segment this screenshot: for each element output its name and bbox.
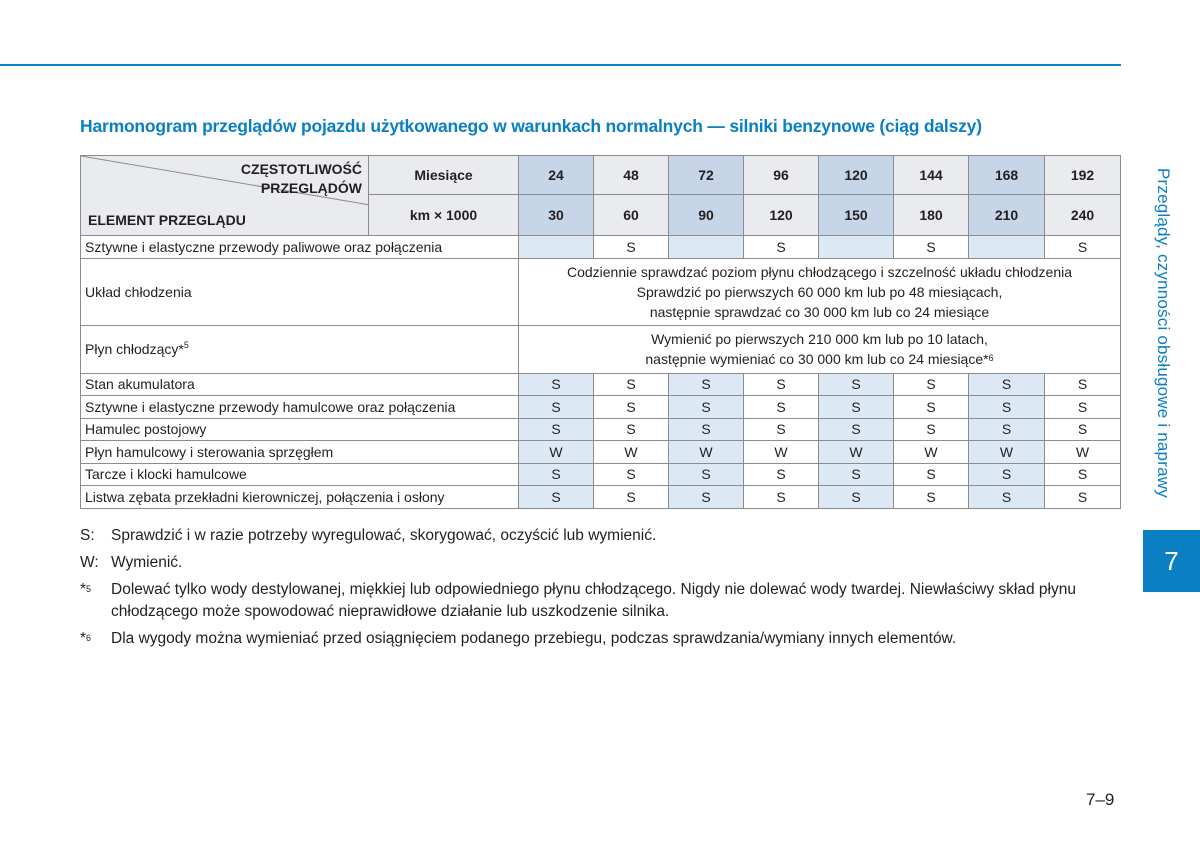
footnote-ref: 5 [183, 340, 189, 350]
element-label: Stan akumulatora [81, 373, 519, 396]
interval-cell: S [669, 463, 744, 486]
note-marker [80, 579, 111, 623]
month-header: 72 [669, 156, 744, 195]
corner-header [81, 156, 369, 236]
element-label: Układ chłodzenia [81, 258, 519, 325]
month-header: 96 [744, 156, 819, 195]
interval-cell: S [669, 373, 744, 396]
footnote-number: 6 [86, 633, 92, 643]
note-item [80, 579, 1122, 623]
month-header: 48 [594, 156, 669, 195]
chapter-tab: 7 [1143, 530, 1200, 592]
interval-cell: S [744, 418, 819, 441]
interval-cell: S [594, 486, 669, 509]
interval-cell: S [819, 396, 894, 419]
element-label [81, 325, 519, 373]
interval-cell: S [969, 373, 1045, 396]
element-label: Hamulec postojowy [81, 418, 519, 441]
merged-instruction-cell [519, 325, 1121, 373]
km-header: 120 [744, 195, 819, 236]
interval-cell: S [744, 463, 819, 486]
note-marker-text: * [80, 630, 87, 647]
interval-cell: W [594, 441, 669, 464]
interval-cell: W [669, 441, 744, 464]
interval-cell [519, 236, 594, 259]
note-marker: S: [80, 527, 95, 544]
interval-cell: S [819, 418, 894, 441]
interval-cell: S [969, 486, 1045, 509]
km-header: 90 [669, 195, 744, 236]
interval-cell: S [744, 373, 819, 396]
corner-label-line2: PRZEGLĄDÓW [260, 180, 362, 196]
km-header: 240 [1045, 195, 1121, 236]
element-label-text: Płyn chłodzący* [85, 341, 184, 357]
section-title: Harmonogram przeglądów pojazdu użytkowanego w warunkach normalnych — silniki benzynowe (ciąg dalszy) [80, 116, 982, 136]
km-header: 210 [969, 195, 1045, 236]
interval-cell: W [744, 441, 819, 464]
table-row [81, 396, 1121, 419]
table-row [81, 373, 1121, 396]
interval-cell: S [819, 486, 894, 509]
interval-cell: W [969, 441, 1045, 464]
interval-cell: S [669, 486, 744, 509]
table-row [81, 325, 1121, 373]
element-label: Sztywne i elastyczne przewody hamulcowe oraz połączenia [81, 396, 519, 419]
interval-cell: S [894, 418, 969, 441]
interval-cell: S [594, 463, 669, 486]
km-header: 150 [819, 195, 894, 236]
note-item [80, 552, 1122, 574]
table-row [81, 236, 1121, 259]
corner-frequency-label [241, 160, 362, 198]
km-header: 180 [894, 195, 969, 236]
interval-cell: S [519, 486, 594, 509]
instruction-line: Sprawdzić po pierwszych 60 000 km lub po 48 miesiącach, [636, 283, 1003, 300]
km-header: 60 [594, 195, 669, 236]
km-label: km × 1000 [369, 195, 519, 236]
merged-instruction-cell [519, 258, 1121, 325]
table-row [81, 258, 1121, 325]
header-row-months [81, 156, 1121, 195]
interval-cell: W [894, 441, 969, 464]
chapter-side-label: Przeglądy, czynności obsługowe i naprawy [1154, 168, 1173, 498]
note-marker: W: [80, 554, 99, 571]
interval-cell: S [1045, 236, 1121, 259]
interval-cell: S [894, 373, 969, 396]
interval-cell: S [594, 396, 669, 419]
interval-cell: S [969, 418, 1045, 441]
note-marker [80, 628, 111, 650]
interval-cell: S [744, 486, 819, 509]
note-item [80, 628, 1122, 650]
interval-cell: S [894, 463, 969, 486]
interval-cell: S [894, 486, 969, 509]
interval-cell: S [1045, 418, 1121, 441]
interval-cell: S [594, 373, 669, 396]
interval-cell: S [669, 396, 744, 419]
month-header: 192 [1045, 156, 1121, 195]
interval-cell [669, 236, 744, 259]
interval-cell: S [519, 463, 594, 486]
page-number: 7–9 [1086, 790, 1115, 809]
interval-cell: S [819, 373, 894, 396]
corner-label-line1: CZĘSTOTLIWOŚĆ [240, 161, 362, 177]
interval-cell: W [519, 441, 594, 464]
legend-notes [80, 525, 1122, 655]
interval-cell: W [1045, 441, 1121, 464]
element-label: Tarcze i klocki hamulcowe [81, 463, 519, 486]
note-marker-text: * [80, 581, 87, 598]
table-row [81, 463, 1121, 486]
note-text: Wymienić. [111, 554, 183, 571]
interval-cell: S [744, 236, 819, 259]
element-label: Sztywne i elastyczne przewody paliwowe oraz połączenia [81, 236, 519, 259]
footnote-number: 5 [86, 584, 92, 594]
interval-cell: S [519, 418, 594, 441]
interval-cell: S [969, 463, 1045, 486]
interval-cell: S [594, 418, 669, 441]
interval-cell [969, 236, 1045, 259]
instruction-line: Wymienić po pierwszych 210 000 km lub po 10 latach, [651, 331, 988, 347]
element-label: Listwa zębata przekładni kierowniczej, połączenia i osłony [81, 486, 519, 509]
interval-cell: S [594, 236, 669, 259]
note-text: Sprawdzić i w razie potrzeby wyregulować, skorygować, oczyścić lub wymienić. [111, 527, 657, 544]
table-row [81, 441, 1121, 464]
interval-cell: S [519, 373, 594, 396]
maintenance-schedule-table [80, 155, 1121, 509]
footnote-ref: 6 [988, 353, 994, 363]
table-row [81, 486, 1121, 509]
month-header: 168 [969, 156, 1045, 195]
interval-cell: S [744, 396, 819, 419]
month-header: 120 [819, 156, 894, 195]
interval-cell: S [1045, 463, 1121, 486]
instruction-line: Codziennie sprawdzać poziom płynu chłodzącego i szczelność układu chłodzenia [566, 263, 1073, 280]
note-item [80, 525, 1122, 547]
interval-cell: W [819, 441, 894, 464]
interval-cell: S [669, 418, 744, 441]
interval-cell: S [894, 396, 969, 419]
km-header: 30 [519, 195, 594, 236]
interval-cell [819, 236, 894, 259]
month-header: 24 [519, 156, 594, 195]
top-rule [0, 64, 1121, 66]
interval-cell: S [819, 463, 894, 486]
table-row [81, 418, 1121, 441]
interval-cell: S [1045, 486, 1121, 509]
interval-cell: S [894, 236, 969, 259]
note-text: Dolewać tylko wody destylowanej, miękkiej lub odpowiedniego płynu chłodzącego. Nigdy nie dolewać wody twardej. Niewłaściwy skład płynu chłodzącego może spowodować nieprawidłowe działanie lub uszkodzenie silnika. [111, 581, 1076, 620]
instruction-line [519, 349, 1120, 369]
interval-cell: S [1045, 396, 1121, 419]
months-label: Miesiące [369, 156, 519, 195]
instruction-line-text: następnie wymieniać co 30 000 km lub co 24 miesiące* [645, 351, 989, 367]
corner-element-label: ELEMENT PRZEGLĄDU [88, 212, 246, 228]
element-label: Płyn hamulcowy i sterowania sprzęgłem [81, 441, 519, 464]
interval-cell: S [969, 396, 1045, 419]
interval-cell: S [519, 396, 594, 419]
month-header: 144 [894, 156, 969, 195]
note-text: Dla wygody można wymieniać przed osiągnięciem podanego przebiegu, podczas sprawdzania/wymiany innych elementów. [111, 630, 957, 647]
instruction-line: następnie sprawdzać co 30 000 km lub co 24 miesiące [649, 303, 990, 320]
interval-cell: S [1045, 373, 1121, 396]
